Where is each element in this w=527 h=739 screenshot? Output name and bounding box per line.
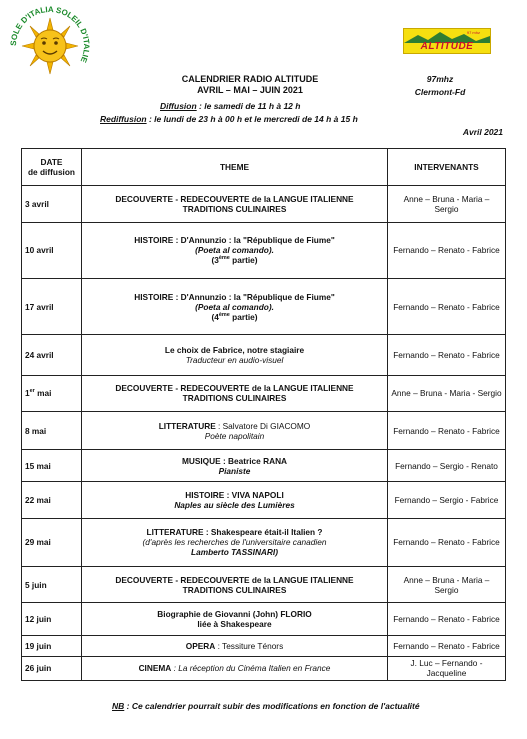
row-speakers: Fernando – Renato - Fabrice [388,335,506,375]
row-date: 19 juin [22,635,82,656]
theme-line: TRADITIONS CULINAIRES [182,203,287,214]
calendar-period: AVRIL – MAI – JUIN 2021 [197,85,303,95]
theme-line: Poète napolitain [204,430,265,441]
theme-subject: : La réception du Cinéma Italien en France [171,663,331,674]
table-row [22,656,506,680]
row-theme [82,222,388,278]
table-row [22,278,506,334]
calendar-title: CALENDRIER RADIO ALTITUDE [181,74,319,84]
theme-line: (Poeta al comando). [195,301,274,312]
row-date: 8 mai [22,411,82,449]
theme-category: LITTERATURE [146,527,204,538]
table-row [22,482,506,518]
diffusion-line [160,101,300,111]
theme-line: Naples au siècle des Lumières [174,500,295,511]
station-city: Clermont-Fd [414,87,466,97]
station-frequency: 97mhz [426,74,454,84]
row-theme [82,603,388,635]
table-row [22,335,506,375]
table-header-row [22,149,506,186]
theme-line: HISTOIRE : D'Annunzio : la "République de Fiume" [134,235,335,246]
theme-line: HISTOIRE : D'Annunzio : la "République de Fiume" [134,291,335,302]
row-speakers: Fernando – Sergio - Fabrice [388,482,506,518]
theme-line: liée à Shakespeare [197,618,272,629]
theme-line [211,255,257,265]
part-rest: partie) [229,255,258,266]
part-rest: partie) [229,311,258,322]
nb-label: NB [112,701,125,711]
row-speakers: Anne – Bruna - Maria – Sergio [388,567,506,603]
row-speakers: Fernando – Renato - Fabrice [388,603,506,635]
rediffusion-label: Rediffusion [100,114,147,124]
row-date: 26 juin [22,656,82,680]
header-date-line2: de diffusion [27,167,75,178]
nb-text: : Ce calendrier pourrait subir des modifications en fonction de l'actualité [124,701,420,711]
theme-subject: : Salvatore Di GIACOMO [215,420,311,431]
header-speakers: INTERVENANTS [388,149,506,186]
theme-category: OPERA [185,640,216,651]
row-theme [82,518,388,566]
theme-line: (d'après les recherches de l'universitaire canadien [142,537,327,548]
theme-subject: : Shakespeare était-il Italien ? [203,527,323,538]
row-date [22,375,82,411]
row-theme [82,335,388,375]
date-number: 1 [25,388,30,399]
theme-subject: : Tessiture Ténors [215,640,284,651]
row-date: 29 mai [22,518,82,566]
theme-line: Lamberto TASSINARI) [191,547,278,558]
row-theme [82,482,388,518]
table-row [22,186,506,222]
theme-line: Biographie de Giovanni (John) FLORIO [157,608,312,619]
row-speakers: Fernando – Renato - Fabrice [388,411,506,449]
row-theme [82,450,388,482]
row-date: 5 juin [22,567,82,603]
theme-line: TRADITIONS CULINAIRES [182,584,287,595]
row-speakers: Anne – Bruna - Maria – Sergio [388,186,506,222]
part-suffix: ème [218,311,230,318]
theme-line [211,312,257,322]
row-date: 17 avril [22,278,82,334]
diffusion-label: Diffusion [160,101,197,111]
part-number: (3 [211,255,219,266]
altitude-logo-text: ALTITUDE [420,41,474,52]
theme-line [147,527,323,537]
header-date-line1: DATE [40,157,63,168]
table-row [22,375,506,411]
date-month: mai [34,388,52,399]
row-theme [82,635,388,656]
theme-line [159,421,311,431]
sole-italia-logo [8,4,92,88]
row-speakers: Fernando – Renato - Fabrice [388,222,506,278]
row-date: 24 avril [22,335,82,375]
row-speakers: Fernando – Renato - Fabrice [388,518,506,566]
radio-altitude-logo [403,28,491,54]
table-row [22,411,506,449]
row-theme [82,411,388,449]
row-date: 3 avril [22,186,82,222]
diffusion-text: : le samedi de 11 h à 12 h [196,101,301,111]
header-date [22,149,82,186]
sole-ring-text: SOLE D'ITALIA SOLEIL D'ITALIE [8,4,92,64]
table-row [22,635,506,656]
part-number: (4 [211,311,219,322]
theme-line: TRADITIONS CULINAIRES [182,393,287,404]
theme-line: DECOUVERTE - REDECOUVERTE de la LANGUE ITALIENNE [115,574,354,585]
theme-line: (Poeta al comando). [195,245,274,256]
theme-line: HISTOIRE : VIVA NAPOLI [185,490,284,501]
theme-line: MUSIQUE : Beatrice RANA [181,455,288,466]
theme-line: Traducteur en audio-visuel [185,355,284,366]
theme-line: DECOUVERTE - REDECOUVERTE de la LANGUE ITALIENNE [115,193,354,204]
theme-line: DECOUVERTE - REDECOUVERTE de la LANGUE ITALIENNE [115,383,354,394]
theme-line: Le choix de Fabrice, notre stagiaire [164,345,305,356]
footer-note [112,701,420,711]
table-row [22,222,506,278]
part-suffix: ème [218,255,230,262]
table-row [22,603,506,635]
theme-line: Pianiste [218,465,251,476]
row-speakers: Fernando – Renato - Fabrice [388,635,506,656]
row-date: 10 avril [22,222,82,278]
header-theme: THEME [82,149,388,186]
row-theme [82,567,388,603]
row-date: 22 mai [22,482,82,518]
row-theme [82,186,388,222]
row-theme [82,278,388,334]
theme-category: CINEMA [138,663,172,674]
row-speakers: Fernando – Renato - Fabrice [388,278,506,334]
table-row [22,518,506,566]
row-speakers: Anne – Bruna - Maria - Sergio [388,375,506,411]
row-speakers: J. Luc – Fernando - Jacqueline [388,656,506,680]
date-suffix: er [29,388,35,395]
theme-category: LITTERATURE [158,420,216,431]
table-row [22,450,506,482]
row-theme [82,375,388,411]
row-speakers: Fernando – Sergio - Renato [388,450,506,482]
altitude-logo-frequency: 97 mhz [466,30,480,35]
row-date: 15 mai [22,450,82,482]
schedule-table [21,148,506,681]
row-theme [82,656,388,680]
document-date: Avril 2021 [462,127,503,137]
table-row [22,567,506,603]
rediffusion-text: : le lundi de 23 h à 00 h et le mercredi de 14 h à 15 h [146,114,358,124]
row-date: 12 juin [22,603,82,635]
rediffusion-line [100,114,358,124]
